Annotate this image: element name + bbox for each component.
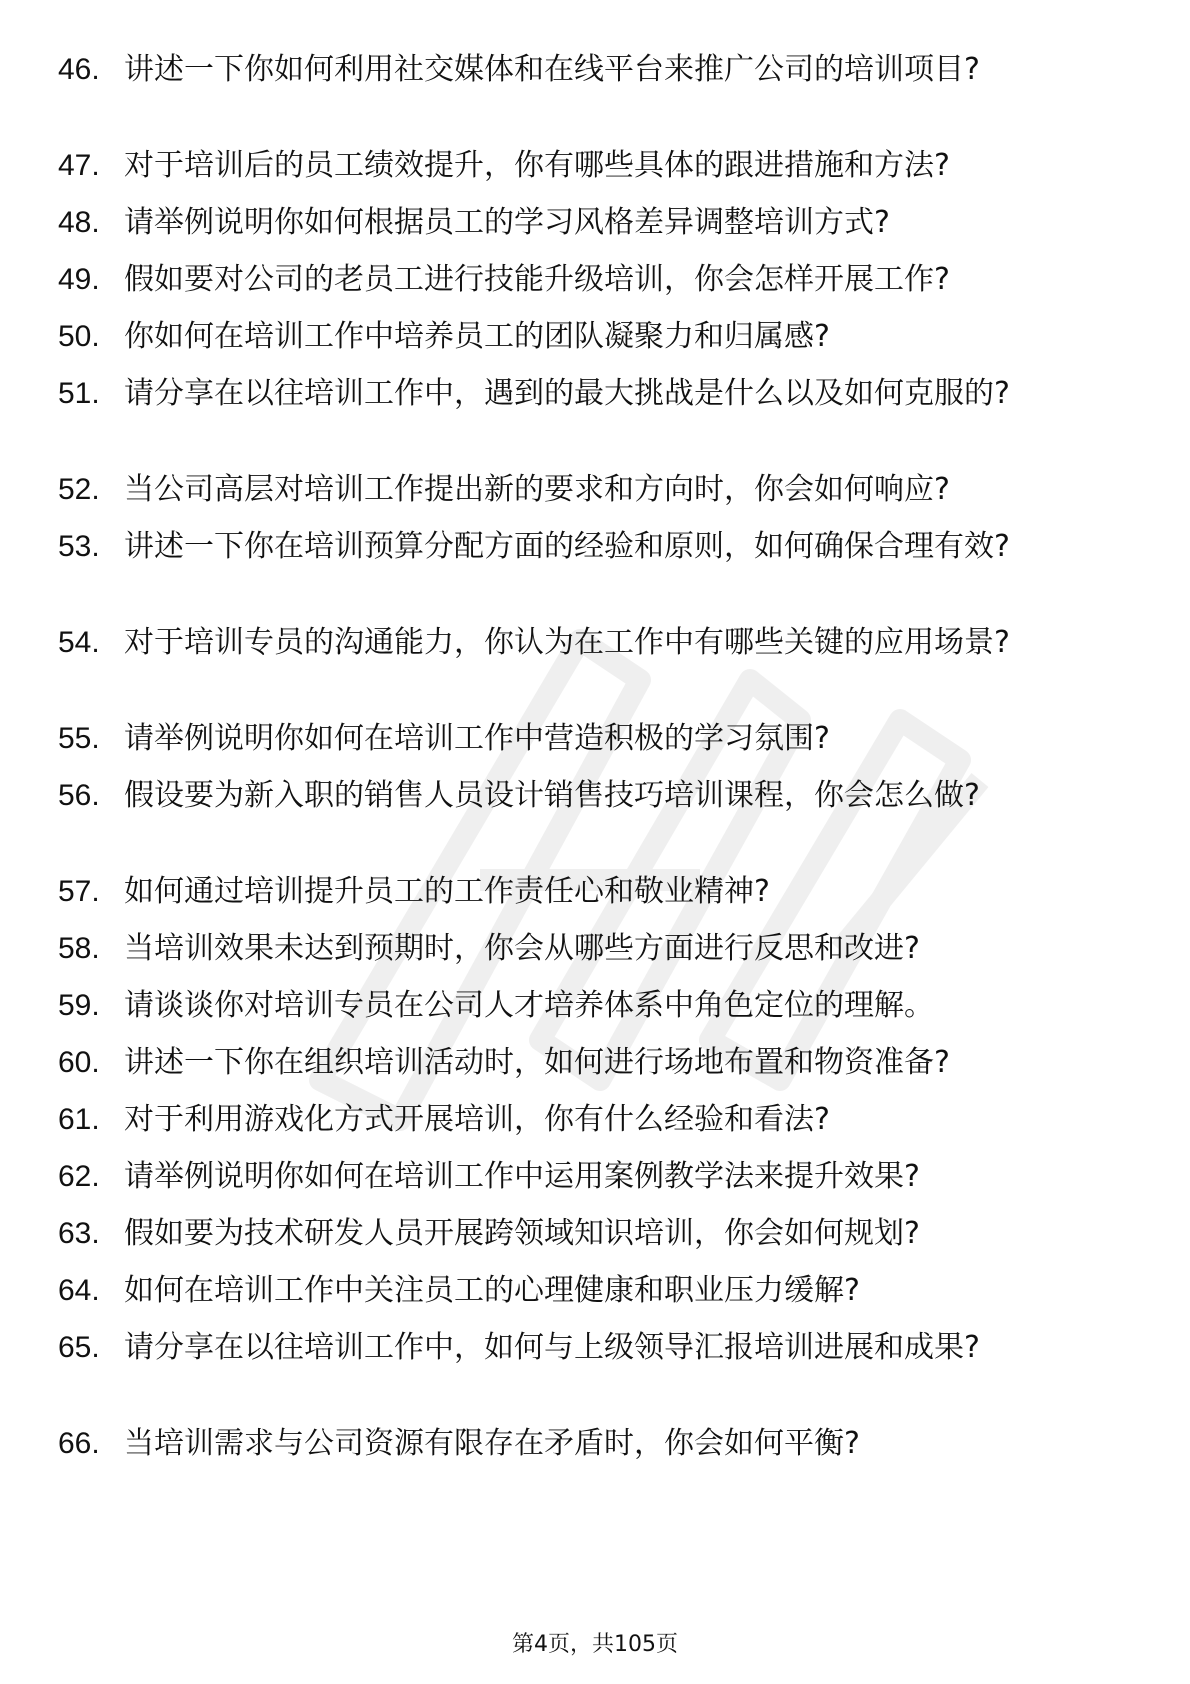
list-item — [58, 146, 1138, 186]
question-text: 请举例说明你如何在培训工作中营造积极的学习氛围? — [124, 721, 830, 756]
question-text: 讲述一下你如何利用社交媒体和在线平台来推广公司的培训项目? — [124, 52, 980, 87]
question-number: 57. — [58, 875, 100, 908]
list-item — [58, 1043, 1138, 1083]
question-number: 60. — [58, 1046, 100, 1079]
question-number: 64. — [58, 1274, 100, 1307]
question-number: 66. — [58, 1427, 100, 1460]
page-footer — [0, 1630, 1190, 1660]
list-item — [58, 470, 1138, 510]
question-number: 65. — [58, 1331, 100, 1364]
question-text: 对于利用游戏化方式开展培训，你有什么经验和看法? — [124, 1102, 830, 1137]
question-text: 当培训效果未达到预期时，你会从哪些方面进行反思和改进? — [124, 931, 920, 966]
page-number-label: 第4页，共105页 — [512, 1632, 678, 1657]
list-item — [58, 203, 1138, 243]
question-text: 假如要为技术研发人员开展跨领域知识培训，你会如何规划? — [124, 1216, 920, 1251]
question-text: 你如何在培训工作中培养员工的团队凝聚力和归属感? — [124, 319, 830, 354]
list-item — [58, 374, 1138, 414]
list-item — [58, 1424, 1138, 1464]
list-item — [58, 260, 1138, 300]
question-number: 50. — [58, 320, 100, 353]
question-number: 62. — [58, 1160, 100, 1193]
list-item — [58, 1100, 1138, 1140]
question-text: 请举例说明你如何根据员工的学习风格差异调整培训方式? — [124, 205, 890, 240]
question-text: 对于培训专员的沟通能力，你认为在工作中有哪些关键的应用场景? — [124, 625, 1010, 660]
list-item — [58, 776, 1138, 816]
question-text: 对于培训后的员工绩效提升，你有哪些具体的跟进措施和方法? — [124, 148, 950, 183]
list-item — [58, 1157, 1138, 1197]
question-text: 请举例说明你如何在培训工作中运用案例教学法来提升效果? — [124, 1159, 920, 1194]
question-number: 63. — [58, 1217, 100, 1250]
list-item — [58, 986, 1138, 1026]
question-text: 请分享在以往培训工作中，遇到的最大挑战是什么以及如何克服的? — [124, 376, 1010, 411]
list-item — [58, 50, 1138, 90]
question-text: 当培训需求与公司资源有限存在矛盾时，你会如何平衡? — [124, 1426, 860, 1461]
list-item — [58, 929, 1138, 969]
list-item — [58, 623, 1138, 663]
question-number: 55. — [58, 722, 100, 755]
question-text: 假设要为新入职的销售人员设计销售技巧培训课程，你会怎么做? — [124, 778, 980, 813]
question-number: 54. — [58, 626, 100, 659]
list-item — [58, 719, 1138, 759]
question-text: 假如要对公司的老员工进行技能升级培训，你会怎样开展工作? — [124, 262, 950, 297]
question-text: 如何在培训工作中关注员工的心理健康和职业压力缓解? — [124, 1273, 860, 1308]
question-text: 如何通过培训提升员工的工作责任心和敬业精神? — [124, 874, 770, 909]
question-number: 48. — [58, 206, 100, 239]
list-item — [58, 1328, 1138, 1368]
question-number: 51. — [58, 377, 100, 410]
question-number: 56. — [58, 779, 100, 812]
list-item — [58, 1271, 1138, 1311]
question-number: 49. — [58, 263, 100, 296]
list-item — [58, 317, 1138, 357]
question-text: 当公司高层对培训工作提出新的要求和方向时，你会如何响应? — [124, 472, 950, 507]
question-text: 讲述一下你在组织培训活动时，如何进行场地布置和物资准备? — [124, 1045, 950, 1080]
question-number: 61. — [58, 1103, 100, 1136]
question-number: 53. — [58, 530, 100, 563]
question-number: 47. — [58, 149, 100, 182]
question-text: 讲述一下你在培训预算分配方面的经验和原则，如何确保合理有效? — [124, 529, 1010, 564]
question-text: 请谈谈你对培训专员在公司人才培养体系中角色定位的理解。 — [124, 988, 934, 1023]
question-number: 58. — [58, 932, 100, 965]
question-number: 52. — [58, 473, 100, 506]
question-number: 46. — [58, 53, 100, 86]
list-item — [58, 1214, 1138, 1254]
question-text: 请分享在以往培训工作中，如何与上级领导汇报培训进展和成果? — [124, 1330, 980, 1365]
question-number: 59. — [58, 989, 100, 1022]
list-item — [58, 527, 1138, 567]
list-item — [58, 872, 1138, 912]
